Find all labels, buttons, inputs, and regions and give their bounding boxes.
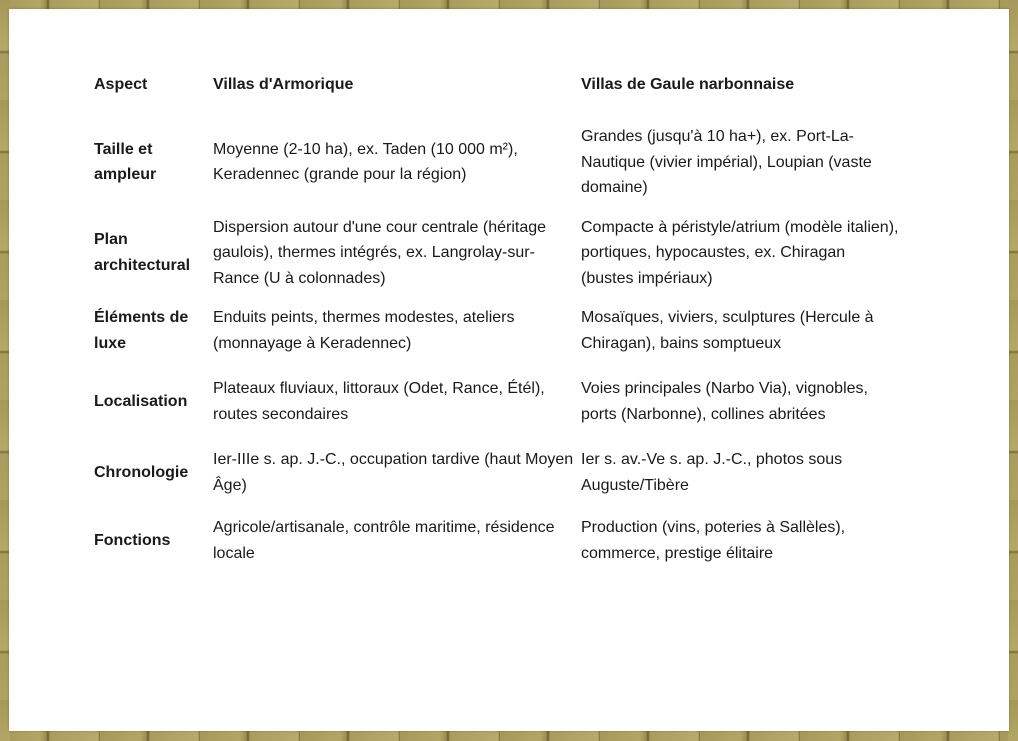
row-aspect-label: Localisation	[94, 392, 188, 410]
table-row	[94, 305, 901, 376]
row-aspect-label: Taille et ampleur	[94, 140, 157, 184]
table-row	[94, 215, 901, 306]
cell-gaule-narbonnaise: Production (vins, poteries à Sallèles), commerce, prestige élitaire	[581, 519, 846, 562]
comparison-table	[94, 68, 901, 566]
cell-armorique: Ier-IIIe s. ap. J.-C., occupation tardive (haut Moyen Âge)	[213, 451, 574, 494]
row-aspect-label: Chronologie	[94, 463, 189, 481]
cell-armorique: Plateaux fluviaux, littoraux (Odet, Rance, Étél), routes secondaires	[213, 380, 545, 423]
cell-gaule-narbonnaise: Mosaïques, viviers, sculptures (Hercule à Chiragan), bains somptueux	[581, 309, 874, 352]
cell-armorique: Agricole/artisanale, contrôle maritime, résidence locale	[213, 519, 555, 562]
row-aspect-label: Plan architectural	[94, 231, 191, 274]
header-aspect: Aspect	[94, 76, 148, 94]
frame-border-right	[1008, 0, 1018, 741]
row-aspect-label: Éléments de luxe	[94, 309, 189, 352]
cell-gaule-narbonnaise: Voies principales (Narbo Via), vignobles, ports (Narbonne), collines abritées	[581, 380, 868, 423]
cell-gaule-narbonnaise: Grandes (jusqu'à 10 ha+), ex. Port-La-Nautique (vivier impérial), Loupian (vaste domaine)	[581, 128, 872, 196]
table-row	[94, 447, 901, 515]
cell-armorique: Moyenne (2-10 ha), ex. Taden (10 000 m²), Keradennec (grande pour la région)	[213, 140, 518, 184]
table-row	[94, 376, 901, 447]
table-row	[94, 116, 901, 215]
table-row	[94, 515, 901, 566]
cell-armorique: Enduits peints, thermes modestes, ateliers (monnayage à Keradennec)	[213, 309, 515, 352]
cell-armorique: Dispersion autour d'une cour centrale (héritage gaulois), thermes intégrés, ex. Langrolay-sur-Rance (U à colonnades)	[213, 218, 547, 287]
cell-gaule-narbonnaise: Ier s. av.-Ve s. ap. J.-C., photos sous Auguste/Tibère	[581, 451, 843, 494]
table-header-row	[94, 68, 901, 116]
cell-gaule-narbonnaise: Compacte à péristyle/atrium (modèle italien), portiques, hypocaustes, ex. Chiragan (bustes impériaux)	[581, 218, 899, 287]
header-villas-armorique: Villas d'Armorique	[213, 76, 354, 94]
header-villas-gaule-narbonnaise: Villas de Gaule narbonnaise	[581, 76, 795, 94]
row-aspect-label: Fonctions	[94, 531, 171, 549]
